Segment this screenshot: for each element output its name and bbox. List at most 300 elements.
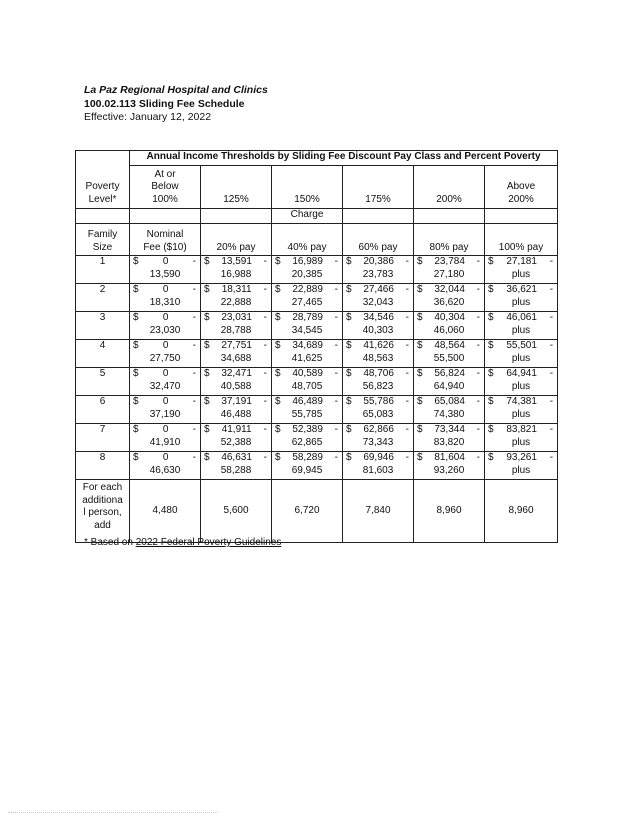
pay-rate: 100% pay	[485, 224, 558, 256]
family-size-header	[76, 224, 130, 256]
range-low: 0	[162, 452, 169, 463]
dollar-sign: $	[275, 368, 281, 379]
range-high: 55,500	[433, 352, 465, 364]
dollar-sign: $	[133, 368, 139, 379]
income-range	[485, 312, 558, 340]
range-high: 55,785	[291, 408, 323, 420]
range-dash: -	[476, 284, 480, 295]
income-range	[201, 368, 272, 396]
range-dash: -	[405, 256, 409, 267]
income-range	[130, 424, 201, 452]
range-low: 40,589	[292, 368, 323, 379]
income-range	[343, 368, 414, 396]
range-high: 69,945	[291, 464, 323, 476]
range-high: plus	[511, 324, 531, 336]
table-row	[76, 312, 558, 340]
dollar-sign: $	[204, 256, 210, 267]
pay-rate: 80% pay	[414, 224, 485, 256]
range-low: 46,489	[292, 396, 323, 407]
poverty-level-header	[76, 166, 130, 209]
family-size: 4	[76, 340, 130, 368]
sliding-fee-table	[75, 150, 558, 543]
range-high: plus	[511, 268, 531, 280]
range-dash: -	[263, 256, 267, 267]
dollar-sign: $	[346, 312, 352, 323]
dollar-sign: $	[488, 340, 494, 351]
dollar-sign: $	[275, 284, 281, 295]
range-dash: -	[334, 452, 338, 463]
range-high: 36,620	[433, 296, 465, 308]
range-low: 27,751	[221, 340, 252, 351]
empty-cell	[485, 209, 558, 224]
range-low: 46,061	[506, 312, 537, 323]
range-high: 48,563	[362, 352, 394, 364]
dollar-sign: $	[133, 340, 139, 351]
range-dash: -	[334, 396, 338, 407]
range-low: 0	[162, 312, 169, 323]
income-range	[414, 340, 485, 368]
range-low: 0	[162, 368, 169, 379]
range-high: 74,380	[433, 408, 465, 420]
income-range	[414, 452, 485, 480]
range-dash: -	[405, 340, 409, 351]
range-dash: -	[263, 284, 267, 295]
range-low: 28,789	[292, 312, 323, 323]
dollar-sign: $	[133, 424, 139, 435]
empty-cell	[130, 209, 201, 224]
income-range	[414, 396, 485, 424]
range-low: 48,564	[434, 340, 465, 351]
dollar-sign: $	[133, 396, 139, 407]
table-row	[76, 452, 558, 480]
column-header: Above 200%	[485, 166, 558, 209]
income-range	[272, 396, 343, 424]
income-range	[485, 396, 558, 424]
range-high: 23,030	[149, 324, 181, 336]
pay-rate: 60% pay	[343, 224, 414, 256]
range-low: 41,626	[363, 340, 394, 351]
range-low: 27,466	[363, 284, 394, 295]
dollar-sign: $	[133, 256, 139, 267]
range-low: 74,381	[506, 396, 537, 407]
family-size-header-line: Family	[87, 229, 118, 240]
family-size: 2	[76, 284, 130, 312]
range-dash: -	[405, 368, 409, 379]
range-high: 83,820	[433, 436, 465, 448]
income-range	[272, 424, 343, 452]
income-range	[272, 452, 343, 480]
range-dash: -	[405, 424, 409, 435]
range-high: plus	[511, 352, 531, 364]
family-size: 8	[76, 452, 130, 480]
range-dash: -	[476, 312, 480, 323]
dollar-sign: $	[204, 396, 210, 407]
range-high: 34,688	[220, 352, 252, 364]
empty-cell	[76, 209, 130, 224]
range-low: 0	[162, 256, 169, 267]
range-dash: -	[192, 284, 196, 295]
family-size: 1	[76, 256, 130, 284]
range-dash: -	[405, 284, 409, 295]
range-high: 13,590	[149, 268, 181, 280]
range-low: 0	[162, 424, 169, 435]
income-range	[130, 312, 201, 340]
range-dash: -	[549, 368, 554, 379]
column-header: At or Below 100%	[130, 166, 201, 209]
income-range	[343, 312, 414, 340]
income-range	[201, 396, 272, 424]
range-low: 55,786	[363, 396, 394, 407]
dollar-sign: $	[275, 312, 281, 323]
range-high: 22,888	[220, 296, 252, 308]
dollar-sign: $	[346, 452, 352, 463]
range-dash: -	[263, 368, 267, 379]
dollar-sign: $	[488, 424, 494, 435]
range-low: 81,604	[434, 452, 465, 463]
dollar-sign: $	[488, 452, 494, 463]
range-dash: -	[263, 452, 267, 463]
column-header: 125%	[201, 166, 272, 209]
range-dash: -	[549, 256, 554, 267]
additional-person-label-line: additiona	[82, 494, 123, 506]
family-size: 6	[76, 396, 130, 424]
range-high: 41,625	[291, 352, 323, 364]
income-range	[343, 256, 414, 284]
range-low: 40,304	[434, 312, 465, 323]
table-row	[76, 284, 558, 312]
income-range	[485, 256, 558, 284]
additional-person-row	[76, 480, 558, 543]
range-low: 41,911	[221, 424, 252, 435]
dollar-sign: $	[204, 424, 210, 435]
range-dash: -	[334, 368, 338, 379]
range-low: 34,546	[363, 312, 394, 323]
income-range	[130, 368, 201, 396]
range-low: 20,386	[363, 256, 394, 267]
range-dash: -	[192, 368, 196, 379]
footnote-text: * Based on	[84, 537, 136, 548]
table-row	[76, 340, 558, 368]
range-low: 27,181	[506, 256, 537, 267]
range-dash: -	[334, 256, 338, 267]
dollar-sign: $	[417, 396, 423, 407]
pay-rate: 40% pay	[272, 224, 343, 256]
income-range	[272, 340, 343, 368]
dollar-sign: $	[417, 256, 423, 267]
range-high: 46,630	[149, 464, 181, 476]
income-range	[201, 424, 272, 452]
range-dash: -	[263, 340, 267, 351]
range-high: 27,750	[149, 352, 181, 364]
range-high: 41,910	[149, 436, 181, 448]
range-dash: -	[549, 312, 554, 323]
dollar-sign: $	[275, 256, 281, 267]
range-high: 56,823	[362, 380, 394, 392]
income-range	[130, 284, 201, 312]
additional-person-amount: 5,600	[201, 480, 272, 543]
empty-cell	[201, 209, 272, 224]
income-range	[343, 424, 414, 452]
policy-title: 100.02.113 Sliding Fee Schedule	[84, 97, 245, 110]
range-low: 52,389	[292, 424, 323, 435]
range-dash: -	[476, 452, 480, 463]
additional-person-amount: 6,720	[272, 480, 343, 543]
dollar-sign: $	[133, 312, 139, 323]
range-low: 58,289	[292, 452, 323, 463]
range-low: 0	[162, 340, 169, 351]
dollar-sign: $	[488, 396, 494, 407]
range-dash: -	[476, 340, 480, 351]
range-high: 32,470	[149, 380, 181, 392]
range-dash: -	[334, 340, 338, 351]
table-caption: Annual Income Thresholds by Sliding Fee Discount Pay Class and Percent Poverty	[130, 151, 558, 166]
range-high: plus	[511, 296, 531, 308]
range-low: 48,706	[363, 368, 394, 379]
pay-rate: Nominal Fee ($10)	[130, 224, 201, 256]
range-low: 13,591	[221, 256, 252, 267]
income-range	[272, 368, 343, 396]
additional-person-label-line: l person,	[83, 507, 122, 518]
dollar-sign: $	[133, 284, 139, 295]
income-range	[201, 256, 272, 284]
range-high: 40,303	[362, 324, 394, 336]
range-dash: -	[192, 452, 196, 463]
organization-name: La Paz Regional Hospital and Clinics	[84, 84, 268, 96]
range-high: 20,385	[291, 268, 323, 280]
income-range	[130, 340, 201, 368]
range-low: 83,821	[506, 424, 537, 435]
range-high: 37,190	[149, 408, 181, 420]
additional-person-amount: 4,480	[130, 480, 201, 543]
income-range	[201, 312, 272, 340]
dollar-sign: $	[346, 256, 352, 267]
range-high: 65,083	[362, 408, 394, 420]
range-dash: -	[549, 424, 554, 435]
range-high: 27,465	[291, 296, 323, 308]
range-high: 64,940	[433, 380, 465, 392]
table-row	[76, 256, 558, 284]
dollar-sign: $	[346, 424, 352, 435]
income-range	[130, 256, 201, 284]
income-range	[201, 284, 272, 312]
dollar-sign: $	[204, 368, 210, 379]
range-high: 58,288	[220, 464, 252, 476]
income-range	[201, 452, 272, 480]
empty-cell	[414, 209, 485, 224]
dollar-sign: $	[133, 452, 139, 463]
range-high: 81,603	[362, 464, 394, 476]
dollar-sign: $	[346, 340, 352, 351]
range-low: 46,631	[221, 452, 252, 463]
range-dash: -	[405, 452, 409, 463]
family-size: 3	[76, 312, 130, 340]
range-dash: -	[192, 256, 196, 267]
additional-person-label	[76, 480, 130, 543]
additional-person-amount: 7,840	[343, 480, 414, 543]
charge-label: Charge	[272, 209, 343, 224]
dollar-sign: $	[417, 340, 423, 351]
dollar-sign: $	[204, 312, 210, 323]
poverty-level-header-line: Level*	[88, 193, 117, 205]
income-range	[272, 256, 343, 284]
dollar-sign: $	[417, 368, 423, 379]
dollar-sign: $	[488, 256, 494, 267]
footnote	[84, 537, 281, 548]
empty-cell	[343, 209, 414, 224]
income-range	[414, 368, 485, 396]
dollar-sign: $	[275, 424, 281, 435]
dollar-sign: $	[488, 284, 494, 295]
range-low: 22,889	[292, 284, 323, 295]
column-header: 175%	[343, 166, 414, 209]
effective-date: Effective: January 12, 2022	[84, 111, 212, 123]
range-low: 23,784	[434, 256, 465, 267]
range-low: 0	[162, 284, 169, 295]
income-range	[485, 340, 558, 368]
range-dash: -	[263, 424, 267, 435]
range-high: 18,310	[149, 296, 181, 308]
range-dash: -	[549, 284, 554, 295]
additional-person-amount: 8,960	[414, 480, 485, 543]
range-dash: -	[334, 284, 338, 295]
income-range	[130, 396, 201, 424]
range-low: 56,824	[434, 368, 465, 379]
range-low: 64,941	[506, 368, 537, 379]
range-dash: -	[549, 340, 554, 351]
income-range	[414, 424, 485, 452]
range-high: 27,180	[433, 268, 465, 280]
range-high: 48,705	[291, 380, 323, 392]
poverty-guidelines-link[interactable]: 2022 Federal Poverty Guidelines	[135, 537, 282, 548]
column-header: 200%	[414, 166, 485, 209]
range-low: 37,191	[221, 396, 252, 407]
additional-person-amount: 8,960	[485, 480, 558, 543]
dollar-sign: $	[346, 368, 352, 379]
income-range	[343, 340, 414, 368]
range-dash: -	[476, 368, 480, 379]
range-dash: -	[263, 312, 267, 323]
scan-artifact	[8, 812, 218, 813]
range-high: 73,343	[362, 436, 394, 448]
income-range	[201, 340, 272, 368]
range-dash: -	[549, 452, 554, 463]
range-dash: -	[334, 424, 338, 435]
income-range	[414, 284, 485, 312]
range-high: 16,988	[220, 268, 252, 280]
income-range	[343, 452, 414, 480]
range-low: 23,031	[221, 312, 252, 323]
income-range	[130, 452, 201, 480]
dollar-sign: $	[417, 312, 423, 323]
range-high: 34,545	[291, 324, 323, 336]
income-range	[343, 396, 414, 424]
dollar-sign: $	[204, 340, 210, 351]
range-dash: -	[405, 312, 409, 323]
range-low: 55,501	[506, 340, 537, 351]
range-high: plus	[511, 436, 531, 448]
range-dash: -	[476, 256, 480, 267]
table-row	[76, 368, 558, 396]
poverty-level-header-line: Poverty	[85, 181, 120, 192]
range-low: 93,261	[506, 452, 537, 463]
table-row	[76, 396, 558, 424]
range-low: 32,044	[434, 284, 465, 295]
range-high: 28,788	[220, 324, 252, 336]
range-high: plus	[511, 408, 531, 420]
dollar-sign: $	[417, 452, 423, 463]
dollar-sign: $	[346, 284, 352, 295]
dollar-sign: $	[488, 312, 494, 323]
range-low: 65,084	[434, 396, 465, 407]
range-dash: -	[549, 396, 554, 407]
range-dash: -	[192, 396, 196, 407]
dollar-sign: $	[275, 396, 281, 407]
range-dash: -	[263, 396, 267, 407]
range-high: plus	[511, 464, 531, 476]
document-header	[84, 84, 268, 125]
dollar-sign: $	[417, 424, 423, 435]
range-low: 16,989	[292, 256, 323, 267]
range-low: 73,344	[434, 424, 465, 435]
range-low: 18,311	[221, 284, 252, 295]
range-dash: -	[192, 340, 196, 351]
income-range	[485, 284, 558, 312]
range-low: 34,689	[292, 340, 323, 351]
dollar-sign: $	[275, 340, 281, 351]
dollar-sign: $	[488, 368, 494, 379]
additional-person-label-line: add	[94, 519, 111, 531]
range-high: 23,783	[362, 268, 394, 280]
income-range	[272, 312, 343, 340]
dollar-sign: $	[204, 284, 210, 295]
range-high: 93,260	[433, 464, 465, 476]
income-range	[485, 424, 558, 452]
dollar-sign: $	[275, 452, 281, 463]
column-header: 150%	[272, 166, 343, 209]
range-dash: -	[192, 312, 196, 323]
range-high: 32,043	[362, 296, 394, 308]
income-range	[414, 312, 485, 340]
dollar-sign: $	[346, 396, 352, 407]
range-high: 46,060	[433, 324, 465, 336]
pay-rate: 20% pay	[201, 224, 272, 256]
income-range	[343, 284, 414, 312]
income-range	[485, 452, 558, 480]
range-dash: -	[476, 424, 480, 435]
range-dash: -	[405, 396, 409, 407]
dollar-sign: $	[204, 452, 210, 463]
dollar-sign: $	[417, 284, 423, 295]
income-range	[485, 368, 558, 396]
additional-person-label-line: For each	[82, 482, 123, 493]
range-high: 62,865	[291, 436, 323, 448]
income-range	[272, 284, 343, 312]
family-size-header-line: Size	[92, 241, 113, 253]
income-range	[414, 256, 485, 284]
range-low: 0	[162, 396, 169, 407]
range-dash: -	[334, 312, 338, 323]
range-high: plus	[511, 380, 531, 392]
range-dash: -	[476, 396, 480, 407]
range-high: 40,588	[220, 380, 252, 392]
range-low: 62,866	[363, 424, 394, 435]
range-low: 32,471	[221, 368, 252, 379]
range-low: 36,621	[506, 284, 537, 295]
table-row	[76, 424, 558, 452]
range-low: 69,946	[363, 452, 394, 463]
family-size: 7	[76, 424, 130, 452]
family-size: 5	[76, 368, 130, 396]
